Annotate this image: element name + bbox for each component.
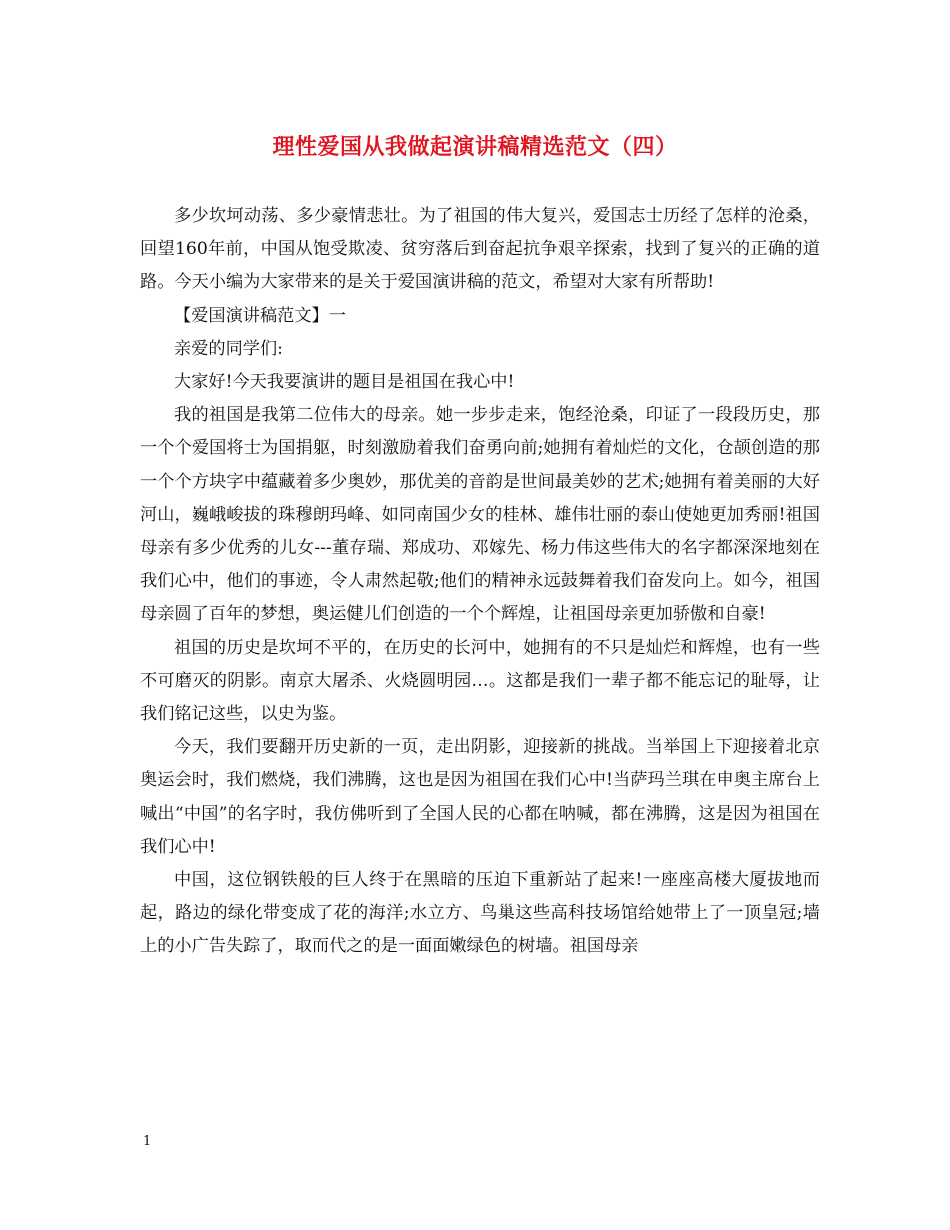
- greeting-line: 大家好!今天我要演讲的题目是祖国在我心中!: [174, 372, 515, 393]
- section-heading: 【爱国演讲稿范文】一: [174, 305, 346, 326]
- paragraph-motherland: 我的祖国是我第二位伟大的母亲。她一步步走来，饱经沧桑，印证了一段段历史，那一个个爱国将士为国捐躯，时刻激励着我们奋勇向前;她拥有着灿烂的文化，仓颉创造的那一个个方块字中蕴藏着多少奥妙，那优美的音韵是世间最美妙的艺术;她拥有着美丽的大好河山，巍峨峻拔的珠穆朗玛峰、如同南国少女的桂林、雄伟壮丽的泰山使她更加秀丽!祖国母亲有多少优秀的儿女---董存瑞、郑成功、邓嫁先、杨力伟这些伟大的名字都深深地刻在我们心中，他们的事迹，令人肃然起敬;他们的精神永远鼓舞着我们奋发向上。如今，祖国母亲圆了百年的梦想，奥运健儿们创造的一个个辉煌，让祖国母亲更加骄傲和自豪!: [140, 405, 820, 625]
- paragraph-history: 祖国的历史是坎坷不平的，在历史的长河中，她拥有的不只是灿烂和辉煌，也有一些不可磨灭的阴影。南京大屠杀、火烧圆明园…。这都是我们一辈子都不能忘记的耻辱，让我们铭记这些，以史为鉴。: [140, 637, 820, 725]
- paragraph-intro: 多少坎坷动荡、多少豪情悲壮。为了祖国的伟大复兴，爱国志士历经了怎样的沧桑，回望160年前，中国从饱受欺凌、贫穷落后到奋起抗争艰辛探索，找到了复兴的正确的道路。今天小编为大家带来的是关于爱国演讲稿的范文，希望对大家有所帮助!: [140, 206, 820, 293]
- paragraph-today: 今天，我们要翻开历史新的一页，走出阴影，迎接新的挑战。当举国上下迎接着北京奥运会时，我们燃烧，我们沸腾，这也是因为祖国在我们心中!当萨玛兰琪在申奥主席台上喊出“中国”的名字时，我仿佛听到了全国人民的心都在呐喊，都在沸腾，这是因为祖国在我们心中!: [140, 737, 820, 857]
- document-body: [140, 200, 820, 964]
- page-number: 1: [143, 1134, 152, 1149]
- page-title: 理性爱国从我做起演讲稿精选范文（四）: [272, 134, 678, 160]
- paragraph-china: 中国，这位钢铁般的巨人终于在黑暗的压迫下重新站了起来!一座座高楼大厦拔地而起，路边的绿化带变成了花的海洋;水立方、鸟巢这些高科技场馆给她带上了一顶皇冠;墙上的小广告失踪了，取而代之的是一面面嫩绿色的树墙。祖国母亲: [140, 870, 820, 957]
- salutation: 亲爱的同学们:: [174, 338, 283, 359]
